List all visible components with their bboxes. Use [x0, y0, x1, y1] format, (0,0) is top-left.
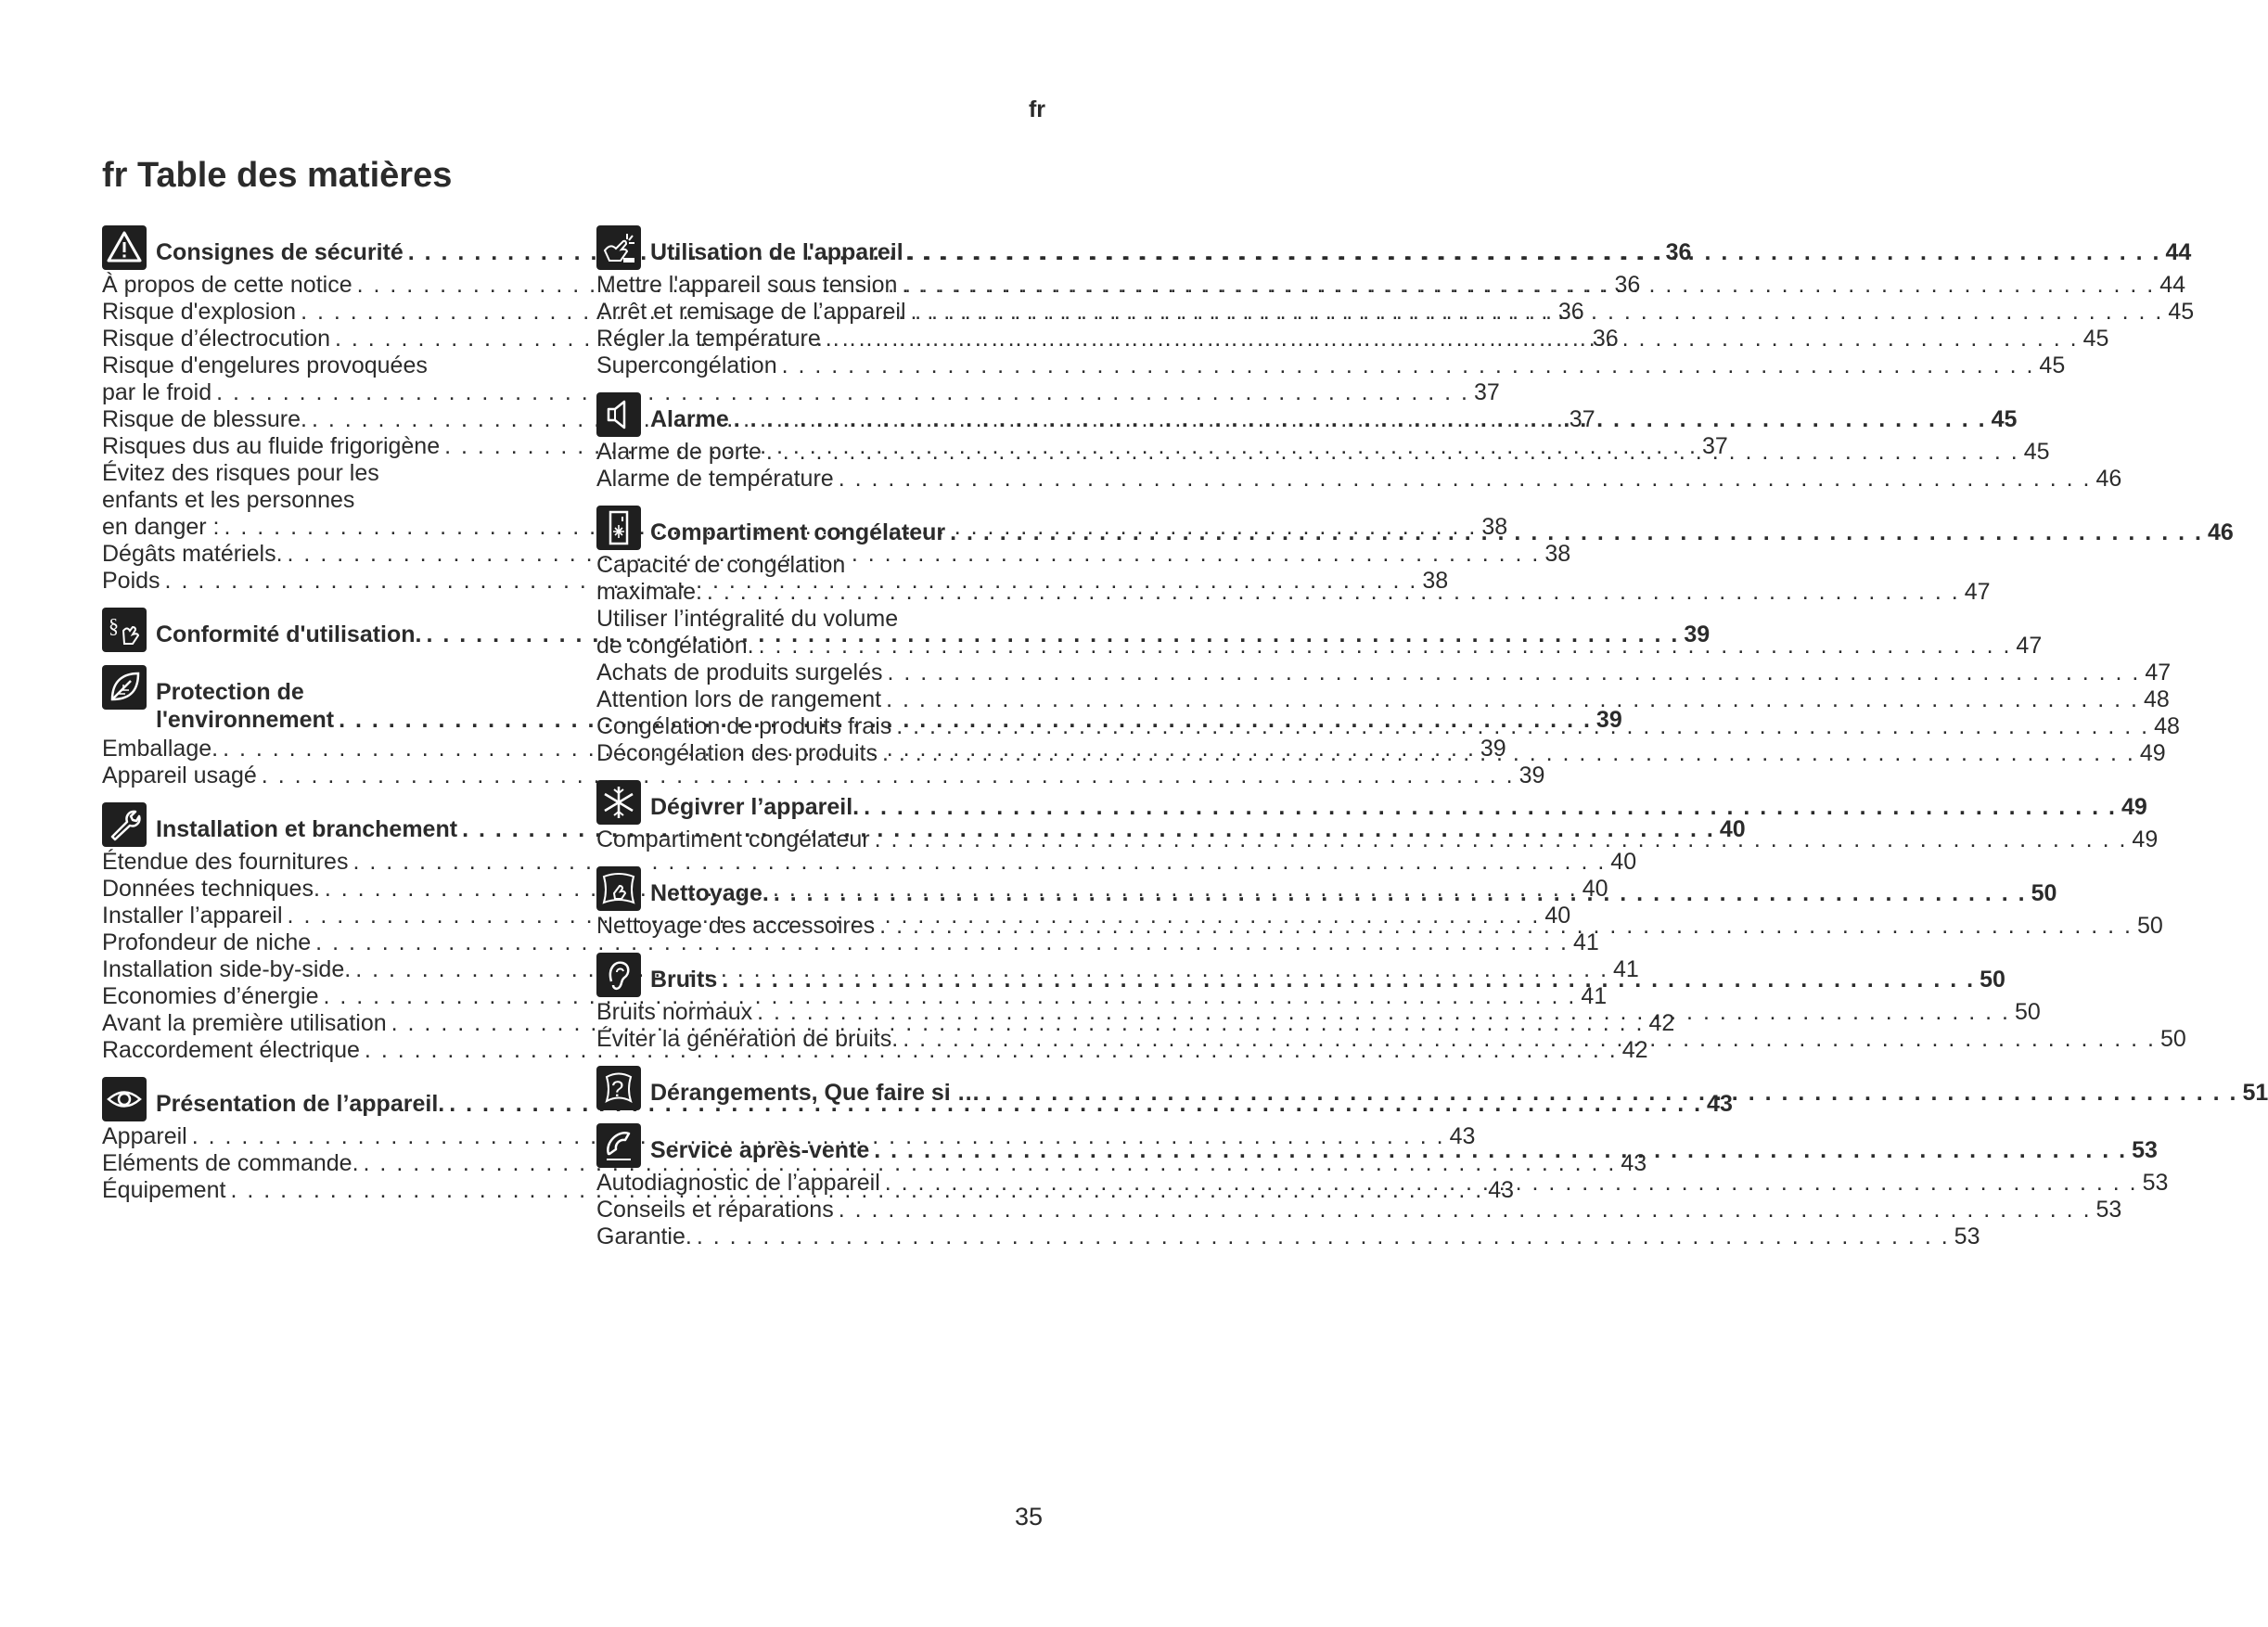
- dot-leader: [697, 1223, 1950, 1250]
- entry-text: Dégivrer l’appareil.: [650, 794, 860, 820]
- freezer-icon: [596, 506, 641, 550]
- entry-line: enfants et les personnes: [102, 487, 355, 513]
- entry-page: 45: [2082, 326, 2109, 352]
- entry-text: Installation side-by-side.: [102, 956, 352, 982]
- entry-page: 50: [1980, 967, 2005, 993]
- speaker-icon: [596, 392, 641, 437]
- dot-leader: [902, 272, 2155, 299]
- entry-text: Autodiagnostic de l’appareil: [596, 1170, 880, 1196]
- entry-text: Installation et branchement: [156, 816, 458, 842]
- entry-page: 36: [1592, 326, 1619, 352]
- section-title: [650, 225, 2191, 266]
- toc-entry: [102, 762, 1545, 789]
- entry-page: 37: [1473, 379, 1500, 405]
- section-title-row[interactable]: [650, 238, 2191, 266]
- entry-text: Dégâts matériels.: [102, 541, 283, 567]
- entry-page: 45: [2023, 439, 2050, 465]
- dot-leader: [707, 579, 1960, 606]
- entry-text: Congélation de produits frais: [596, 713, 892, 739]
- entry-text: Arrêt et remisage de l’appareil: [596, 299, 906, 325]
- entry-page: 49: [2121, 794, 2147, 820]
- entry-page: 37: [1569, 406, 1595, 432]
- dot-leader: [908, 238, 2161, 266]
- entry-page: 47: [2145, 660, 2172, 685]
- dot-leader: [950, 519, 2203, 546]
- entry-page: 47: [1964, 579, 1991, 605]
- entry-page: 45: [1991, 406, 2018, 432]
- entry-text: Présentation de l’appareil.: [156, 1091, 445, 1117]
- section-title-row[interactable]: [650, 966, 2005, 993]
- dot-leader: [882, 740, 2135, 767]
- entry-page: 38: [1422, 568, 1449, 594]
- entry-page: 45: [2168, 299, 2195, 325]
- entry-text: Compartiment congélateur: [596, 826, 870, 852]
- entry-page: 53: [1954, 1223, 1980, 1249]
- dot-leader: [896, 713, 2149, 740]
- entry-page: 36: [1614, 272, 1641, 298]
- dot-leader: [839, 466, 2092, 493]
- entry-text: Mettre l'appareil sous tension: [596, 272, 898, 298]
- entry-page: 40: [1610, 849, 1637, 875]
- entry-text: Alarme de porte: [596, 439, 762, 465]
- entry-line: Évitez des risques pour les: [102, 460, 379, 486]
- entry-page: 38: [1481, 514, 1508, 540]
- toc-entry: [102, 983, 1608, 1010]
- dot-leader: [879, 913, 2133, 940]
- entry-page: 53: [2132, 1137, 2158, 1163]
- dot-leader: [911, 299, 2164, 326]
- section-title: [650, 780, 2147, 821]
- toc-entry: [596, 686, 2170, 713]
- entry-text: Appareil: [102, 1123, 187, 1149]
- entry-text: Utilisation de l'appareil: [650, 239, 903, 265]
- entry-text: Consignes de sécurité: [156, 239, 404, 265]
- entry-text: Supercongélation: [596, 352, 777, 378]
- entry-line: Capacité de congélation: [596, 552, 846, 578]
- dot-leader: [888, 660, 2141, 686]
- entry-page: 49: [2132, 826, 2159, 852]
- dot-leader: [722, 966, 1975, 993]
- entry-page: 36: [1665, 239, 1692, 265]
- entry-page: 39: [1684, 621, 1711, 647]
- section-title: [650, 392, 2017, 433]
- entry-text: Étendue des fournitures: [102, 849, 349, 875]
- wrench-icon: [102, 802, 147, 847]
- toc-entry-row[interactable]: [596, 352, 2066, 379]
- question-icon: [596, 1066, 641, 1110]
- eye-icon: [102, 1077, 147, 1121]
- entry-text: Données techniques.: [102, 876, 320, 902]
- entry-page: 53: [2142, 1170, 2169, 1196]
- svg-text:§: §: [109, 614, 119, 637]
- toc-entry: [596, 1223, 1980, 1250]
- entry-page: 40: [1719, 816, 1746, 842]
- toc-entry-row[interactable]: [102, 379, 1500, 406]
- section-title-row[interactable]: [650, 519, 2234, 546]
- entry-page: 51: [2242, 1080, 2268, 1106]
- entry-text: Poids: [102, 568, 160, 594]
- dot-leader: [874, 1136, 2127, 1164]
- section-title-row[interactable]: [650, 1079, 2268, 1107]
- entry-page: 46: [2207, 519, 2234, 545]
- entry-text: Nettoyage des accessoires: [596, 913, 876, 939]
- entry-text: Risque de blessure.: [102, 406, 307, 432]
- toc-entry: [596, 466, 2122, 493]
- leaf-icon: [102, 665, 147, 710]
- entry-page: 46: [2095, 466, 2122, 492]
- entry-text: Bruits: [650, 967, 718, 993]
- entry-text: Éviter la génération de bruits.: [596, 1026, 899, 1052]
- entry-text: Attention lors de rangement: [596, 686, 882, 712]
- section-title-row[interactable]: [650, 879, 2057, 907]
- dot-leader: [864, 793, 2117, 821]
- entry-text: Garantie.: [596, 1223, 692, 1249]
- entry-page: 39: [1595, 707, 1622, 733]
- entry-line: Risque d'engelures provoquées: [102, 352, 428, 378]
- entry-page: 49: [2139, 740, 2166, 766]
- entry-text: Dérangements, Que faire si …: [650, 1080, 980, 1106]
- entry-page: 50: [2014, 999, 2041, 1025]
- entry-text: par le froid: [102, 379, 212, 405]
- entry-text: Service après-vente: [650, 1137, 870, 1163]
- section-title: [650, 506, 2234, 546]
- toc-entry-row[interactable]: [596, 1197, 2122, 1223]
- dot-leader: [875, 826, 2128, 853]
- dot-leader: [886, 686, 2139, 713]
- entry-page: 50: [2160, 1026, 2186, 1052]
- snowflake-icon: [596, 780, 641, 825]
- dot-leader: [839, 1197, 2092, 1223]
- entry-page: 43: [1488, 1177, 1515, 1203]
- entry-text: Régler la température: [596, 326, 821, 352]
- toc-entry-row[interactable]: [596, 686, 2170, 713]
- section-title: [650, 866, 2057, 907]
- toc-entry: [596, 352, 2066, 379]
- cleaning-hand-icon: [596, 866, 641, 911]
- toc-entry-row[interactable]: [102, 849, 1637, 876]
- entry-text: Avant la première utilisation: [102, 1010, 387, 1036]
- entry-text: Eléments de commande.: [102, 1150, 359, 1176]
- dot-leader: [826, 326, 2079, 352]
- section-title-row[interactable]: [650, 793, 2147, 821]
- entry-text: Installer l’appareil: [102, 903, 283, 929]
- entry-page: 50: [2137, 913, 2163, 939]
- entry-text: Emballage.: [102, 736, 219, 762]
- entry-text: en danger :: [102, 514, 220, 540]
- section-heading[interactable]: [596, 780, 2147, 825]
- entry-text: l'environnement: [156, 707, 335, 733]
- hand-button-icon: [596, 225, 641, 270]
- ear-icon: [596, 953, 641, 997]
- entry-page: 41: [1581, 983, 1608, 1009]
- entry-page: 50: [2031, 880, 2057, 906]
- entry-text: Risque d'explosion: [102, 299, 297, 325]
- dot-leader: [903, 1026, 2156, 1053]
- entry-page: 40: [1582, 876, 1608, 902]
- toc-entry-row[interactable]: [596, 466, 2122, 493]
- toc-entry: [102, 929, 1599, 956]
- section-title-row[interactable]: [650, 1136, 2158, 1164]
- entry-page: 42: [1648, 1010, 1675, 1036]
- entry-page: 39: [1480, 736, 1506, 762]
- entry-text: Economies d’énergie: [102, 983, 319, 1009]
- toc-entry-row[interactable]: [596, 1223, 1980, 1250]
- entry-page: 43: [1621, 1150, 1647, 1176]
- entry-text: Appareil usagé: [102, 762, 257, 788]
- entry-page: 48: [2154, 713, 2180, 739]
- toc-entry: [596, 1197, 2122, 1223]
- toc-entry-row[interactable]: [596, 660, 2172, 686]
- entry-text: maximale.: [596, 579, 702, 605]
- section-title-line: Protection de: [156, 679, 304, 705]
- toc-entry-row[interactable]: [102, 983, 1608, 1010]
- toc-entry-row[interactable]: [102, 762, 1545, 789]
- entry-page: 43: [1449, 1123, 1476, 1149]
- entry-page: 44: [2165, 239, 2192, 265]
- section-title: [650, 1066, 2268, 1107]
- toc-entry: [102, 849, 1637, 876]
- entry-page: 44: [2159, 272, 2186, 298]
- entry-text: Conseils et réparations: [596, 1197, 834, 1223]
- entry-text: À propos de cette notice: [102, 272, 352, 298]
- entry-text: Alarme: [650, 406, 729, 432]
- entry-page: 41: [1613, 956, 1639, 982]
- entry-text: de congélation.: [596, 633, 754, 659]
- entry-text: Risques dus au fluide frigorigène: [102, 433, 441, 459]
- dot-leader: [985, 1079, 2238, 1107]
- entry-page: 41: [1573, 929, 1599, 955]
- page-title: fr Table des matières: [102, 156, 453, 195]
- entry-page: 43: [1707, 1091, 1733, 1117]
- entry-text: Risque d’électrocution: [102, 326, 330, 352]
- phone-icon: [596, 1123, 641, 1168]
- entry-text: Nettoyage.: [650, 880, 769, 906]
- entry-text: Achats de produits surgelés: [596, 660, 883, 685]
- dot-leader: [885, 1170, 2138, 1197]
- paragraph-hand-icon: [102, 608, 147, 652]
- toc-entry-row[interactable]: [102, 929, 1599, 956]
- dot-leader: [757, 999, 2010, 1026]
- dot-leader: [759, 633, 2012, 660]
- entry-text: Bruits normaux: [596, 999, 753, 1025]
- entry-text: Raccordement électrique: [102, 1037, 360, 1063]
- entry-page: 39: [1518, 762, 1545, 788]
- entry-text: Alarme de température: [596, 466, 834, 492]
- section-title: [650, 1123, 2158, 1164]
- entry-text: Conformité d'utilisation.: [156, 621, 422, 647]
- entry-page: 45: [2039, 352, 2066, 378]
- page-number: 35: [1015, 1503, 1044, 1531]
- dot-leader: [782, 352, 2035, 379]
- section-title-row[interactable]: [650, 405, 2017, 433]
- entry-page: 47: [2016, 633, 2043, 659]
- dot-leader: [766, 439, 2019, 466]
- entry-text: Compartiment congélateur: [650, 519, 946, 545]
- entry-page: 37: [1701, 433, 1728, 459]
- entry-line: Utiliser l’intégralité du volume: [596, 606, 899, 632]
- svg-text:?: ?: [611, 1077, 624, 1102]
- entry-text: Décongélation des produits: [596, 740, 878, 766]
- entry-page: 42: [1621, 1037, 1648, 1063]
- entry-page: 53: [2095, 1197, 2122, 1223]
- entry-page: 36: [1557, 299, 1584, 325]
- warning-icon: [102, 225, 147, 270]
- toc-entry: [596, 660, 2172, 686]
- language-indicator: fr: [1028, 96, 1045, 122]
- entry-page: 38: [1544, 541, 1571, 567]
- dot-leader: [734, 405, 1987, 433]
- entry-page: 48: [2143, 686, 2170, 712]
- entry-text: Équipement: [102, 1177, 226, 1203]
- entry-text: Profondeur de niche: [102, 929, 312, 955]
- section-title: [650, 953, 2005, 993]
- dot-leader: [774, 879, 2027, 907]
- entry-page: 40: [1544, 903, 1571, 929]
